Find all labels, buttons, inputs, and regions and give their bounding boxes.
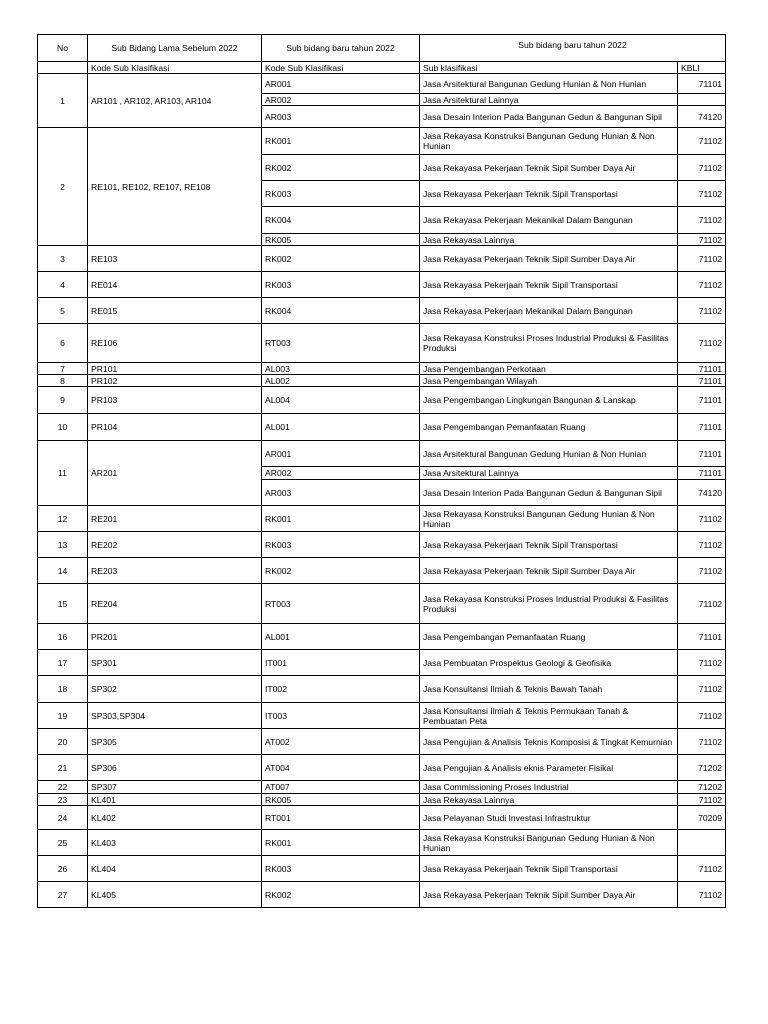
cell-kbli: 71102 (678, 246, 726, 272)
cell-kbli: 71102 (678, 128, 726, 155)
cell-no: 15 (38, 584, 88, 624)
cell-sub-klasifikasi: Jasa Arsitektural Bangunan Gedung Hunian & Non Hunian (420, 441, 678, 467)
cell-sub-klasifikasi: Jasa Pelayanan Studi Investasi Infrastruktur (420, 806, 678, 830)
cell-kode-lama: RE015 (88, 298, 262, 324)
table-row (38, 856, 726, 882)
cell-kode-baru: RT001 (262, 806, 420, 830)
cell-sub-klasifikasi: Jasa Pengembangan Pemanfaatan Ruang (420, 624, 678, 650)
subheader-row (38, 62, 726, 74)
cell-kode-baru: AL002 (262, 375, 420, 387)
cell-kbli (678, 830, 726, 856)
cell-sub-klasifikasi: Jasa Rekayasa Konstruksi Bangunan Gedung Hunian & Non Hunian (420, 128, 678, 155)
cell-no: 13 (38, 532, 88, 558)
cell-no: 18 (38, 676, 88, 703)
header-lama: Sub Bidang Lama Sebelum 2022 (88, 35, 262, 62)
cell-sub-klasifikasi: Jasa Rekayasa Lainnya (420, 234, 678, 246)
table-row (38, 298, 726, 324)
cell-kbli: 71102 (678, 532, 726, 558)
table-row (38, 624, 726, 650)
cell-kode-lama: RE103 (88, 246, 262, 272)
cell-kode-lama: SP302 (88, 676, 262, 703)
cell-kbli: 71102 (678, 298, 726, 324)
cell-kbli: 71101 (678, 375, 726, 387)
cell-kbli: 71202 (678, 781, 726, 794)
cell-no: 6 (38, 324, 88, 363)
header-baru-kode: Sub bidang baru tahun 2022 (262, 35, 420, 62)
cell-kode-baru: AR003 (262, 480, 420, 506)
cell-no: 26 (38, 856, 88, 882)
cell-kbli: 71102 (678, 155, 726, 181)
cell-kbli: 71102 (678, 272, 726, 298)
cell-sub-klasifikasi: Jasa Pengujian & Analisis eknis Parameter Fisikal (420, 755, 678, 781)
cell-kode-baru: RK002 (262, 558, 420, 584)
cell-sub-klasifikasi: Jasa Rekayasa Lainnya (420, 794, 678, 806)
cell-kode-baru: RT003 (262, 324, 420, 363)
cell-kode-lama: KL402 (88, 806, 262, 830)
cell-sub-klasifikasi: Jasa Rekayasa Pekerjaan Teknik Sipil Transportasi (420, 272, 678, 298)
cell-kbli: 71102 (678, 882, 726, 908)
cell-no: 12 (38, 506, 88, 532)
cell-kode-lama: KL405 (88, 882, 262, 908)
cell-sub-klasifikasi: Jasa Rekayasa Konstruksi Proses Industrial Produksi & Fasilitas Produksi (420, 584, 678, 624)
cell-kode-lama: PR101 (88, 363, 262, 375)
cell-kbli: 71102 (678, 703, 726, 729)
table-row (38, 650, 726, 676)
cell-kode-baru: AR001 (262, 74, 420, 94)
subheader-kbli: KBLI (678, 62, 726, 74)
cell-kbli: 74120 (678, 106, 726, 128)
cell-no: 25 (38, 830, 88, 856)
cell-no: 14 (38, 558, 88, 584)
cell-kode-baru: AL003 (262, 363, 420, 375)
cell-kode-baru: AR001 (262, 441, 420, 467)
cell-kode-lama: RE014 (88, 272, 262, 298)
cell-sub-klasifikasi: Jasa Rekayasa Pekerjaan Teknik Sipil Sumber Daya Air (420, 155, 678, 181)
table-row (38, 387, 726, 414)
cell-sub-klasifikasi: Jasa Desain Interion Pada Bangunan Gedun & Bangunan Sipil (420, 106, 678, 128)
cell-kode-baru: AR002 (262, 94, 420, 106)
cell-kbli: 74120 (678, 480, 726, 506)
cell-kode-baru: AL004 (262, 387, 420, 414)
cell-sub-klasifikasi: Jasa Rekayasa Pekerjaan Teknik Sipil Sumber Daya Air (420, 882, 678, 908)
cell-sub-klasifikasi: Jasa Pengembangan Perkotaan (420, 363, 678, 375)
cell-kbli: 71102 (678, 558, 726, 584)
cell-sub-klasifikasi: Jasa Rekayasa Pekerjaan Teknik Sipil Transportasi (420, 181, 678, 207)
table-row (38, 755, 726, 781)
cell-kode-lama: KL403 (88, 830, 262, 856)
subheader-klas: Sub klasifikasi (420, 62, 678, 74)
cell-kode-baru: RK003 (262, 272, 420, 298)
cell-kode-baru: IT001 (262, 650, 420, 676)
cell-kbli: 71202 (678, 755, 726, 781)
cell-sub-klasifikasi: Jasa Konsultansi Ilmiah & Teknis Permukaan Tanah & Pembuatan Peta (420, 703, 678, 729)
cell-kode-baru: RK002 (262, 246, 420, 272)
cell-kode-baru: RK003 (262, 532, 420, 558)
cell-no: 24 (38, 806, 88, 830)
cell-kbli: 71102 (678, 181, 726, 207)
cell-kbli: 71101 (678, 387, 726, 414)
cell-kode-baru: AT002 (262, 729, 420, 755)
cell-sub-klasifikasi: Jasa Pengembangan Pemanfaatan Ruang (420, 414, 678, 441)
cell-kode-baru: RK001 (262, 506, 420, 532)
cell-no: 17 (38, 650, 88, 676)
cell-no: 23 (38, 794, 88, 806)
cell-kode-lama: RE202 (88, 532, 262, 558)
cell-no: 5 (38, 298, 88, 324)
table-row (38, 74, 726, 94)
cell-kbli: 71102 (678, 794, 726, 806)
table-row (38, 584, 726, 624)
cell-kode-lama: SP306 (88, 755, 262, 781)
table-row (38, 324, 726, 363)
cell-kbli: 71101 (678, 441, 726, 467)
cell-kode-lama: PR201 (88, 624, 262, 650)
cell-kbli: 71102 (678, 729, 726, 755)
cell-no: 3 (38, 246, 88, 272)
cell-kode-lama: SP301 (88, 650, 262, 676)
cell-kode-baru: AL001 (262, 414, 420, 441)
table-row (38, 794, 726, 806)
cell-kbli: 71102 (678, 207, 726, 234)
cell-sub-klasifikasi: Jasa Pengujian & Analisis Teknis Komposisi & Tingkat Kemurnian (420, 729, 678, 755)
table-row (38, 729, 726, 755)
cell-kode-baru: AR002 (262, 467, 420, 480)
cell-kbli: 71101 (678, 414, 726, 441)
cell-no: 19 (38, 703, 88, 729)
cell-kode-baru: AT004 (262, 755, 420, 781)
cell-kode-lama: RE101, RE102, RE107, RE108 (88, 128, 262, 246)
cell-no: 8 (38, 375, 88, 387)
cell-no: 20 (38, 729, 88, 755)
cell-kbli: 71102 (678, 584, 726, 624)
cell-sub-klasifikasi: Jasa Rekayasa Pekerjaan Teknik Sipil Sumber Daya Air (420, 558, 678, 584)
cell-kbli: 71101 (678, 624, 726, 650)
cell-no: 16 (38, 624, 88, 650)
cell-kode-baru: RK005 (262, 234, 420, 246)
cell-no: 22 (38, 781, 88, 794)
cell-no: 11 (38, 441, 88, 506)
cell-kbli (678, 94, 726, 106)
cell-kode-baru: RK003 (262, 856, 420, 882)
table-row (38, 375, 726, 387)
table-row (38, 441, 726, 467)
cell-sub-klasifikasi: Jasa Commissioning Proses Industrial (420, 781, 678, 794)
cell-kbli: 71102 (678, 676, 726, 703)
cell-kode-baru: RK003 (262, 181, 420, 207)
cell-kbli: 71102 (678, 324, 726, 363)
subheader-kode-lama: Kode Sub Klasifikasi (88, 62, 262, 74)
cell-no: 21 (38, 755, 88, 781)
klasifikasi-table (37, 34, 726, 908)
subheader-kode-baru: Kode Sub Klasifikasi (262, 62, 420, 74)
cell-sub-klasifikasi: Jasa Rekayasa Pekerjaan Teknik Sipil Transportasi (420, 532, 678, 558)
cell-no: 2 (38, 128, 88, 246)
table-row (38, 781, 726, 794)
cell-kode-baru: RT003 (262, 584, 420, 624)
cell-kbli: 71101 (678, 467, 726, 480)
table-row (38, 882, 726, 908)
cell-kbli: 71102 (678, 506, 726, 532)
table-row (38, 806, 726, 830)
cell-kode-lama: RE106 (88, 324, 262, 363)
cell-kode-lama: PR102 (88, 375, 262, 387)
cell-no: 27 (38, 882, 88, 908)
cell-kbli: 71101 (678, 363, 726, 375)
cell-kode-baru: RK002 (262, 155, 420, 181)
cell-kbli: 71102 (678, 234, 726, 246)
table-row (38, 558, 726, 584)
cell-kode-lama: KL404 (88, 856, 262, 882)
cell-sub-klasifikasi: Jasa Arsitektural Lainnya (420, 467, 678, 480)
cell-kode-lama: SP303,SP304 (88, 703, 262, 729)
table-row (38, 128, 726, 155)
header-row (38, 35, 726, 62)
cell-sub-klasifikasi: Jasa Pembuatan Prospektus Geologi & Geofisika (420, 650, 678, 676)
cell-sub-klasifikasi: Jasa Konsultansi Ilmiah & Teknis Bawah Tanah (420, 676, 678, 703)
header-baru-klas: Sub bidang baru tahun 2022 (420, 35, 726, 62)
cell-sub-klasifikasi: Jasa Rekayasa Konstruksi Proses Industrial Produksi & Fasilitas Produksi (420, 324, 678, 363)
cell-sub-klasifikasi: Jasa Rekayasa Konstruksi Bangunan Gedung Hunian & Non Hunian (420, 830, 678, 856)
cell-kode-lama: AR101 , AR102, AR103, AR104 (88, 74, 262, 128)
cell-sub-klasifikasi: Jasa Rekayasa Pekerjaan Teknik Sipil Sumber Daya Air (420, 246, 678, 272)
cell-kode-lama: KL401 (88, 794, 262, 806)
cell-kode-lama: RE201 (88, 506, 262, 532)
cell-kode-baru: IT002 (262, 676, 420, 703)
cell-kode-baru: RK002 (262, 882, 420, 908)
table-row (38, 246, 726, 272)
cell-sub-klasifikasi: Jasa Rekayasa Konstruksi Bangunan Gedung Hunian & Non Hunian (420, 506, 678, 532)
cell-sub-klasifikasi: Jasa Rekayasa Pekerjaan Mekanikal Dalam Bangunan (420, 298, 678, 324)
cell-kode-baru: RK004 (262, 207, 420, 234)
cell-kbli: 71102 (678, 650, 726, 676)
cell-kode-baru: AT007 (262, 781, 420, 794)
cell-kode-lama: RE203 (88, 558, 262, 584)
table-row (38, 414, 726, 441)
cell-kode-lama: PR104 (88, 414, 262, 441)
table-row (38, 506, 726, 532)
cell-kode-lama: AR201 (88, 441, 262, 506)
table-body (38, 74, 726, 908)
cell-kode-lama: RE204 (88, 584, 262, 624)
cell-kbli: 71101 (678, 74, 726, 94)
table-row (38, 676, 726, 703)
cell-kode-baru: AR003 (262, 106, 420, 128)
cell-kbli: 71102 (678, 856, 726, 882)
table-row (38, 532, 726, 558)
cell-sub-klasifikasi: Jasa Arsitektural Bangunan Gedung Hunian & Non Hunian (420, 74, 678, 94)
cell-no: 7 (38, 363, 88, 375)
cell-sub-klasifikasi: Jasa Pengembangan Wilayah (420, 375, 678, 387)
table-row (38, 363, 726, 375)
table-row (38, 703, 726, 729)
cell-no: 10 (38, 414, 88, 441)
cell-kode-baru: RK001 (262, 830, 420, 856)
cell-sub-klasifikasi: Jasa Rekayasa Pekerjaan Teknik Sipil Transportasi (420, 856, 678, 882)
cell-kode-baru: RK004 (262, 298, 420, 324)
header-no: No (38, 35, 88, 62)
cell-kode-lama: SP305 (88, 729, 262, 755)
cell-sub-klasifikasi: Jasa Rekayasa Pekerjaan Mekanikal Dalam Bangunan (420, 207, 678, 234)
cell-kode-baru: IT003 (262, 703, 420, 729)
cell-kode-lama: PR103 (88, 387, 262, 414)
cell-no: 1 (38, 74, 88, 128)
subheader-empty (38, 62, 88, 74)
cell-kode-lama: SP307 (88, 781, 262, 794)
cell-kode-baru: RK001 (262, 128, 420, 155)
cell-no: 4 (38, 272, 88, 298)
table-row (38, 272, 726, 298)
cell-sub-klasifikasi: Jasa Pengembangan Lingkungan Bangunan & Lanskap (420, 387, 678, 414)
cell-kode-baru: AL001 (262, 624, 420, 650)
cell-kode-baru: RK005 (262, 794, 420, 806)
cell-no: 9 (38, 387, 88, 414)
cell-sub-klasifikasi: Jasa Desain Interion Pada Bangunan Gedun & Bangunan Sipil (420, 480, 678, 506)
cell-kbli: 70209 (678, 806, 726, 830)
cell-sub-klasifikasi: Jasa Arsitektural Lainnya (420, 94, 678, 106)
table-row (38, 830, 726, 856)
